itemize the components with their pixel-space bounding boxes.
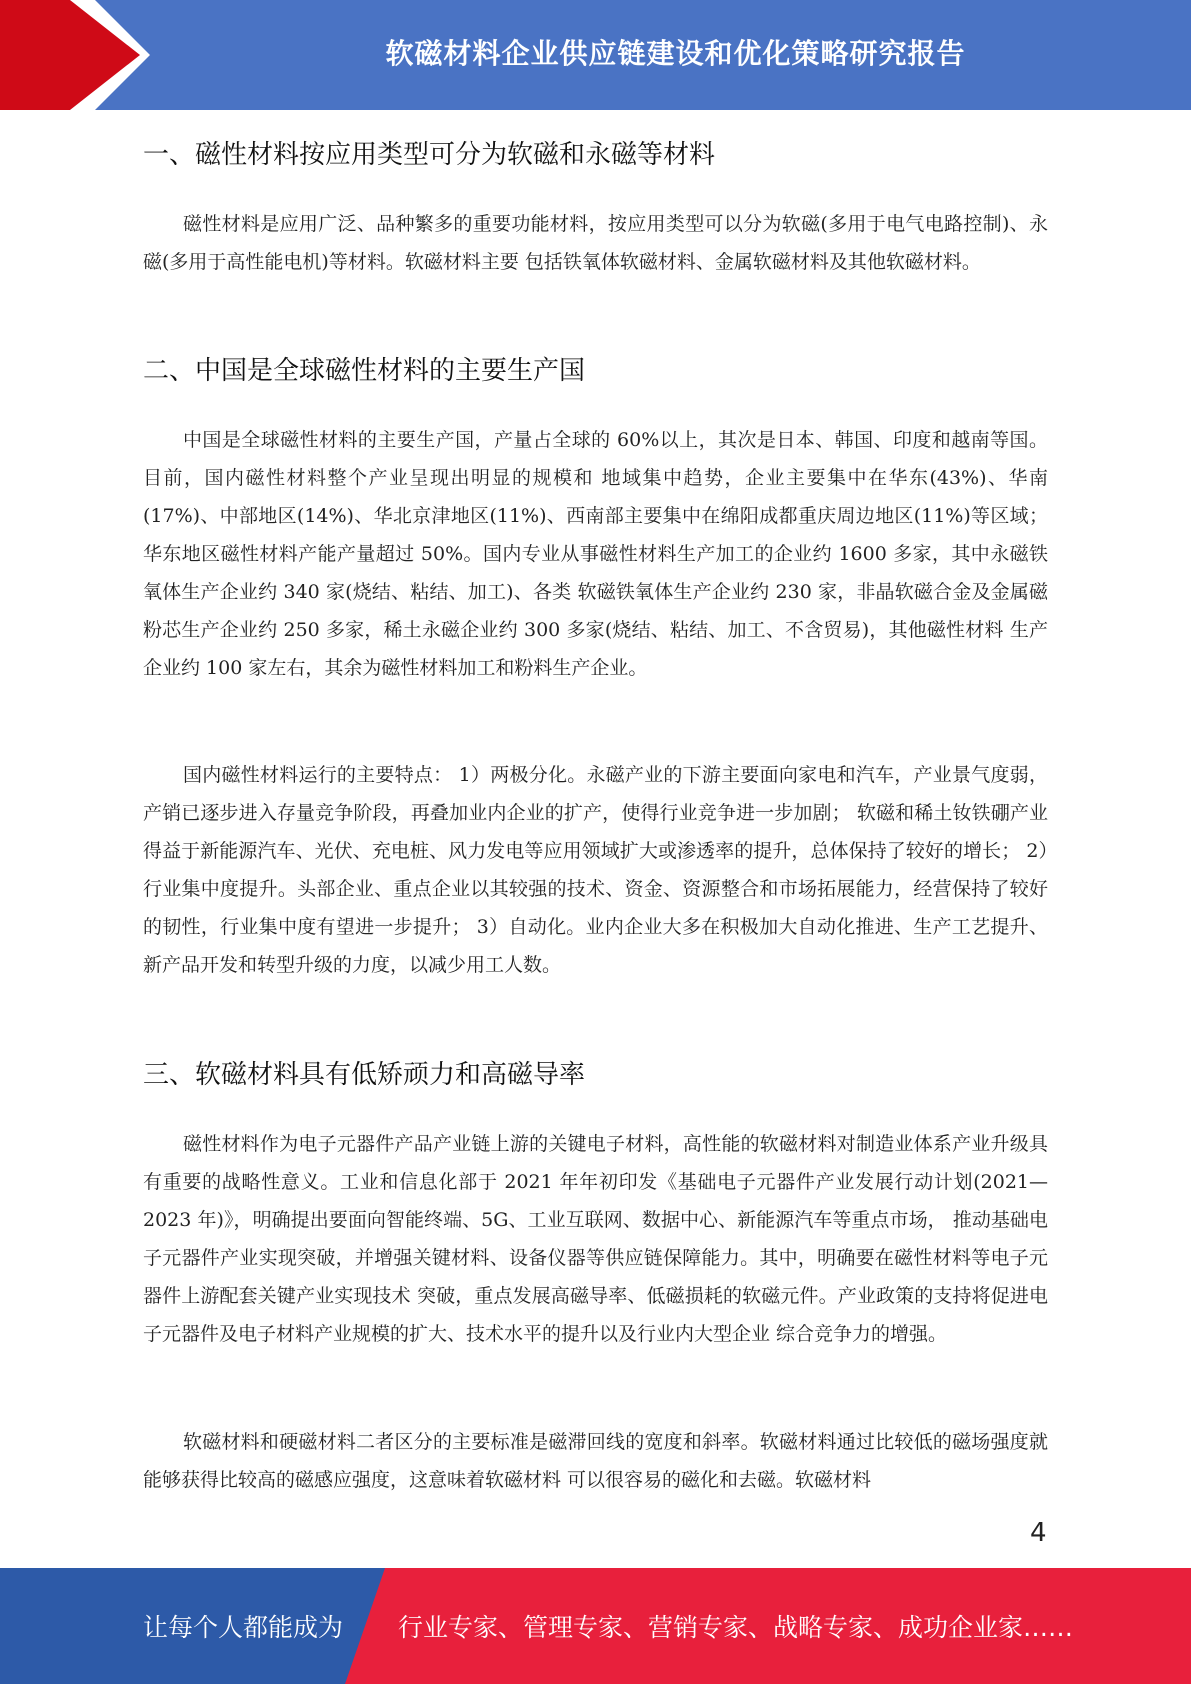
page-number: 4: [1030, 1518, 1047, 1548]
header-banner: [0, 0, 1191, 110]
paragraph: 国内磁性材料运行的主要特点： 1）两极分化。永磁产业的下游主要面向家电和汽车，产业景气度弱，产销已逐步进入存量竞争阶段，再叠加业内企业的扩产，使得行业竞争进一步加剧； 软磁和稀土钕铁硼产业得益于新能源汽车、光伏、充电桩、风力发电等应用领域扩大或渗透率的提升，总体保持了较好的增长； 2）行业集中度提升。头部企业、重点企业以其较强的技术、资金、资源整合和市场拓展能力，经营保持了较好的韧性，行业集中度有望进一步提升； 3）自动化。业内企业大多在积极加大自动化推进、生产工艺提升、新产品开发和转型升级的力度，以减少用工人数。: [143, 764, 1048, 976]
footer-roles: 行业专家、管理专家、营销专家、战略专家、成功企业家……: [398, 1613, 1074, 1642]
report-title: 软磁材料企业供应链建设和优化策略研究报告: [385, 37, 966, 70]
footer-banner: [0, 1568, 1191, 1684]
chevron-arrow-icon: [0, 0, 160, 110]
footer-slogan: 让每个人都能成为: [143, 1613, 344, 1642]
section-heading-3: 三、软磁材料具有低矫顽力和高磁导率: [143, 1060, 586, 1090]
paragraph: 磁性材料作为电子元器件产品产业链上游的关键电子材料，高性能的软磁材料对制造业体系产业升级具有重要的战略性意义。工业和信息化部于 2021 年年初印发《基础电子元器件产业发展行动计划(2021—2023 年)》，明确提出要面向智能终端、5G、工业互联网、数据中心、新能源汽车等重点市场， 推动基础电子元器件产业实现突破，并增强关键材料、设备仪器等供应链保障能力。其中，明确要在磁性材料等电子元器件上游配套关键产业实现技术 突破，重点发展高磁导率、低磁损耗的软磁元件。产业政策的支持将促进电子元器件及电子材料产业规模的扩大、技术水平的提升以及行业内大型企业 综合竞争力的增强。: [143, 1133, 1048, 1345]
paragraph: 磁性材料是应用广泛、品种繁多的重要功能材料，按应用类型可以分为软磁(多用于电气电路控制)、永磁(多用于高性能电机)等材料。软磁材料主要 包括铁氧体软磁材料、金属软磁材料及其他软磁材料。: [143, 213, 1048, 273]
paragraph: 软磁材料和硬磁材料二者区分的主要标准是磁滞回线的宽度和斜率。软磁材料通过比较低的磁场强度就能够获得比较高的磁感应强度，这意味着软磁材料 可以很容易的磁化和去磁。软磁材料: [143, 1431, 1048, 1491]
section-heading-1: 一、磁性材料按应用类型可分为软磁和永磁等材料: [143, 140, 716, 170]
paragraph: 中国是全球磁性材料的主要生产国，产量占全球的 60%以上，其次是日本、韩国、印度和越南等国。目前，国内磁性材料整个产业呈现出明显的规模和 地域集中趋势，企业主要集中在华东(43%)、华南(17%)、中部地区(14%)、华北京津地区(11%)、西南部主要集中在绵阳成都重庆周边地区(11%)等区域； 华东地区磁性材料产能产量超过 50%。国内专业从事磁性材料生产加工的企业约 1600 多家，其中永磁铁氧体生产企业约 340 家(烧结、粘结、加工)、各类 软磁铁氧体生产企业约 230 家，非晶软磁合金及金属磁粉芯生产企业约 250 多家，稀土永磁企业约 300 多家(烧结、粘结、加工、不含贸易)，其他磁性材料 生产企业约 100 家左右，其余为磁性材料加工和粉料生产企业。: [143, 429, 1048, 679]
section-heading-2: 二、中国是全球磁性材料的主要生产国: [143, 356, 586, 386]
